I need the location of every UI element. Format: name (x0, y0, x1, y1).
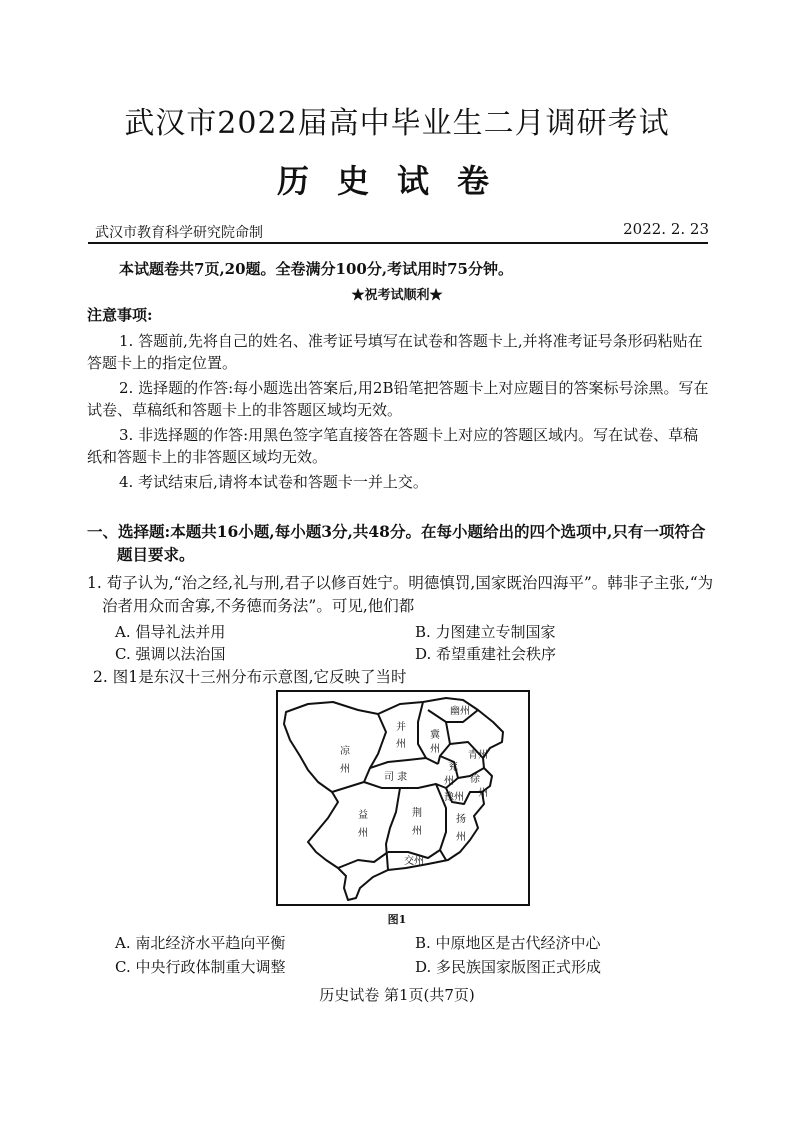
border-bing-east (418, 702, 426, 758)
notes-list (87, 330, 709, 493)
label-bingzhou-1: 并 (396, 722, 406, 733)
q1-option-b[interactable]: B. 力图建立专制国家 (415, 623, 556, 641)
map-outline (284, 698, 503, 900)
q2-option-a[interactable]: A. 南北经济水平趋向平衡 (115, 934, 286, 952)
label-qingzhou: 青州 (468, 750, 488, 761)
exam-subject (0, 156, 794, 202)
figure-caption: 图1 (387, 913, 407, 926)
eastern-han-map (276, 690, 530, 906)
label-sili: 司 隶 (384, 772, 408, 783)
label-yanzhou-1: 兖 (448, 762, 458, 773)
good-luck-line: ★祝考试顺利★ (351, 288, 443, 303)
label-jizhou-2: 州 (430, 744, 440, 755)
label-yuzhou: 豫州 (444, 792, 464, 803)
q1-option-a[interactable]: A. 倡导礼法并用 (115, 623, 226, 641)
note-item-4: 4. 考试结束后,请将本试卷和答题卡一并上交。 (119, 473, 428, 491)
note-item-3: 3. 非选择题的作答:用黑色签字笔直接答在答题卡上对应的答题区域内。写在试卷、草稿纸和答题卡上的非答题区域均无效。 (87, 426, 699, 466)
label-youzhou: 幽州 (450, 706, 470, 717)
q2-option-c[interactable]: C. 中央行政体制重大调整 (115, 958, 286, 976)
border-liang-yi (332, 782, 364, 792)
label-jingzhou-1: 荆 (412, 808, 422, 819)
question-2-stem: 2. 图1是东汉十三州分布示意图,它反映了当时 (93, 668, 407, 686)
header-rule (88, 242, 708, 244)
exam-date: 2022. 2. 23 (623, 220, 709, 238)
map-svg (278, 692, 528, 904)
q1-option-d[interactable]: D. 希望重建社会秩序 (415, 645, 557, 663)
exam-title: 武汉市2022届高中毕业生二月调研考试 (124, 106, 670, 141)
note-item-2: 2. 选择题的作答:每小题选出答案后,用2B铅笔把答题卡上对应题目的答案标号涂黑。写在试卷、草稿纸和答题卡上的非答题区域均无效。 (87, 379, 709, 419)
label-liangzhou-1: 凉 (340, 746, 350, 757)
label-yanzhou-2: 州 (444, 776, 454, 787)
question-1-stem: 1. 荀子认为,“治之经,礼与刑,君子以修百姓宁。明德慎罚,国家既治四海平”。韩非子主张,“为治者用众而舍寡,不务德而务法”。可见,他们都 (87, 574, 714, 615)
label-xuzhou-1: 徐 (470, 774, 480, 785)
subject-text: 历史试卷 (276, 162, 517, 200)
q2-option-b[interactable]: B. 中原地区是古代经济中心 (415, 934, 601, 952)
label-jiaozhou: 交州 (404, 856, 424, 867)
border-sili-north (370, 758, 438, 768)
section-heading (87, 520, 709, 566)
label-bingzhou-2: 州 (396, 739, 406, 750)
q2-option-d[interactable]: D. 多民族国家版图正式形成 (415, 958, 602, 976)
border-yi-jiao (338, 852, 388, 868)
border-liang-bing (364, 714, 386, 782)
label-yangzhou-1: 扬 (456, 814, 466, 825)
issuer: 武汉市教育科学研究院命制 (95, 225, 263, 241)
notes-title: 注意事项: (87, 306, 153, 324)
exam-intro: 本试题卷共7页,20题。全卷满分100分,考试用时75分钟。 (119, 260, 513, 278)
label-yangzhou-2: 州 (456, 832, 466, 843)
label-xuzhou-2: 州 (478, 788, 488, 799)
q1-option-c[interactable]: C. 强调以法治国 (115, 645, 226, 663)
page-footer: 历史试卷 第1页(共7页) (319, 986, 475, 1004)
section-heading-text: 一、选择题:本题共16小题,每小题3分,共48分。在每小题给出的四个选项中,只有一项符合题目要求。 (87, 522, 706, 564)
label-liangzhou-2: 州 (340, 764, 350, 775)
label-yizhou-2: 州 (358, 828, 368, 839)
label-jizhou-1: 冀 (430, 730, 440, 741)
border-yi-jing (386, 788, 400, 870)
label-jingzhou-2: 州 (412, 826, 422, 837)
label-yizhou-1: 益 (358, 810, 368, 821)
note-item-1: 1. 答题前,先将自己的姓名、准考证号填写在试卷和答题卡上,并将准考证号条形码粘贴在答题卡上的指定位置。 (87, 332, 703, 372)
